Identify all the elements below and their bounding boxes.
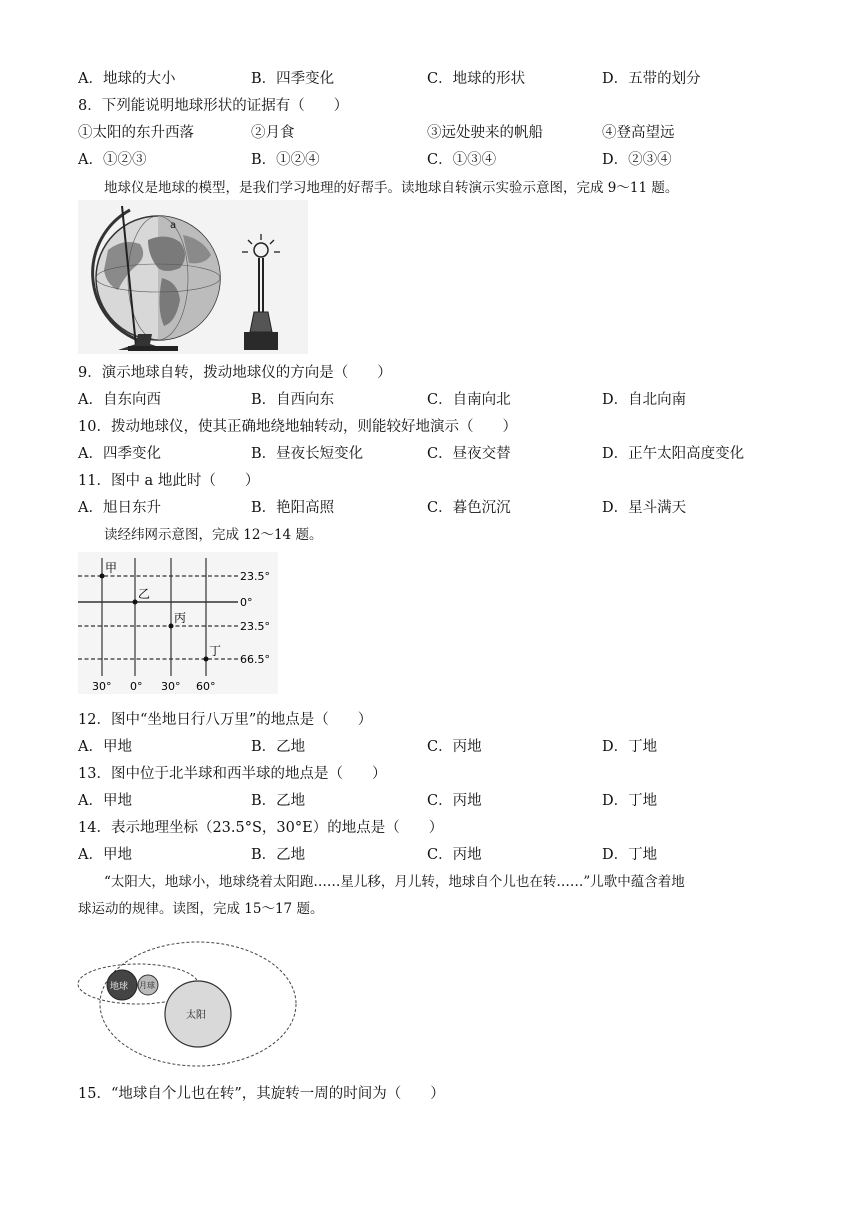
q11-option-a: A．旭日东升 xyxy=(78,500,161,516)
lon-label-3: 30° xyxy=(161,680,181,693)
q11-stem: 11．图中 a 地此时（ ） xyxy=(78,473,260,489)
q11-option-c: C．暮色沉沉 xyxy=(427,500,511,516)
globe-lamp-figure xyxy=(78,200,308,354)
q8-option-c: C．①③④ xyxy=(427,152,497,168)
q10-option-a: A．四季变化 xyxy=(78,446,161,462)
sun-label: 太阳 xyxy=(186,1010,206,1021)
q12-option-a: A．甲地 xyxy=(78,739,132,755)
lon-label-1: 30° xyxy=(92,680,112,693)
q8-option-d: D．②③④ xyxy=(602,152,672,168)
q11-option-d: D．星斗满天 xyxy=(602,500,687,516)
q10-option-b: B．昼夜长短变化 xyxy=(251,446,364,462)
intro-15-17-line1: “太阳大，地球小，地球绕着太阳跑……星儿移，月儿转，地球自个儿也在转……”儿歌中蕴含着地 xyxy=(104,874,685,890)
lat-label-2: 0° xyxy=(240,596,253,609)
q8-item-3: ③远处驶来的帆船 xyxy=(427,125,543,141)
q15-stem: 15．“地球自个儿也在转”，其旋转一周的时间为（ ） xyxy=(78,1086,445,1102)
lat-label-1: 23.5° xyxy=(240,570,270,583)
q7-option-c: C．地球的形状 xyxy=(427,71,526,87)
point-label-ding: 丁 xyxy=(209,644,222,658)
q14-option-c: C．丙地 xyxy=(427,847,482,863)
q8-item-2: ②月食 xyxy=(251,125,295,141)
intro-12-14: 读经纬网示意图，完成 12～14 题。 xyxy=(104,527,323,543)
point-bing xyxy=(169,624,174,629)
q7-option-d: D．五带的划分 xyxy=(602,71,701,87)
q12-option-c: C．丙地 xyxy=(427,739,482,755)
q13-stem: 13．图中位于北半球和西半球的地点是（ ） xyxy=(78,766,387,782)
q7-option-a: A．地球的大小 xyxy=(78,71,176,87)
q9-option-d: D．自北向南 xyxy=(602,392,687,408)
q7-option-b: B．四季变化 xyxy=(251,71,335,87)
point-ding xyxy=(204,657,209,662)
intro-9-11: 地球仪是地球的模型，是我们学习地理的好帮手。读地球自转演示实验示意图，完成 9～11 题。 xyxy=(104,180,679,196)
graticule-figure xyxy=(78,552,278,694)
point-yi xyxy=(133,600,138,605)
q13-option-d: D．丁地 xyxy=(602,793,658,809)
moon-label: 月球 xyxy=(139,981,155,990)
intro-15-17-line2: 球运动的规律。读图，完成 15～17 题。 xyxy=(78,901,324,917)
q9-option-b: B．自西向东 xyxy=(251,392,335,408)
q9-option-c: C．自南向北 xyxy=(427,392,511,408)
sun-earth-moon-figure xyxy=(76,930,300,1076)
point-jia xyxy=(100,574,105,579)
q14-option-b: B．乙地 xyxy=(251,847,306,863)
q10-option-d: D．正午太阳高度变化 xyxy=(602,446,745,462)
q10-option-c: C．昼夜交替 xyxy=(427,446,511,462)
q11-option-b: B．艳阳高照 xyxy=(251,500,335,516)
lat-label-3: 23.5° xyxy=(240,620,270,633)
earth-label: 地球 xyxy=(110,982,129,992)
point-label-jia: 甲 xyxy=(105,561,118,575)
q14-stem: 14．表示地理坐标（23.5°S，30°E）的地点是（ ） xyxy=(78,820,444,836)
q12-stem: 12．图中“坐地日行八万里”的地点是（ ） xyxy=(78,712,373,728)
q10-stem: 10．拨动地球仪，使其正确地绕地轴转动，则能较好地演示（ ） xyxy=(78,419,517,435)
q8-item-4: ④登高望远 xyxy=(602,125,675,141)
q8-option-b: B．①②④ xyxy=(251,152,320,168)
q13-option-a: A．甲地 xyxy=(78,793,132,809)
q12-option-b: B．乙地 xyxy=(251,739,306,755)
q13-option-b: B．乙地 xyxy=(251,793,306,809)
lat-label-4: 66.5° xyxy=(240,653,270,666)
q9-option-a: A．自东向西 xyxy=(78,392,161,408)
q14-option-a: A．甲地 xyxy=(78,847,132,863)
q12-option-d: D．丁地 xyxy=(602,739,658,755)
q13-option-c: C．丙地 xyxy=(427,793,482,809)
point-label-yi: 乙 xyxy=(138,587,151,601)
point-label-bing: 丙 xyxy=(174,611,187,625)
q14-option-d: D．丁地 xyxy=(602,847,658,863)
q8-option-a: A．①②③ xyxy=(78,152,147,168)
lon-label-4: 60° xyxy=(196,680,216,693)
q8-item-1: ①太阳的东升西落 xyxy=(78,125,194,141)
globe-point-a-label: a xyxy=(170,220,177,231)
q8-stem: 8．下列能说明地球形状的证据有（ ） xyxy=(78,98,349,114)
lon-label-2: 0° xyxy=(130,680,143,693)
q9-stem: 9．演示地球自转，拨动地球仪的方向是（ ） xyxy=(78,365,392,381)
